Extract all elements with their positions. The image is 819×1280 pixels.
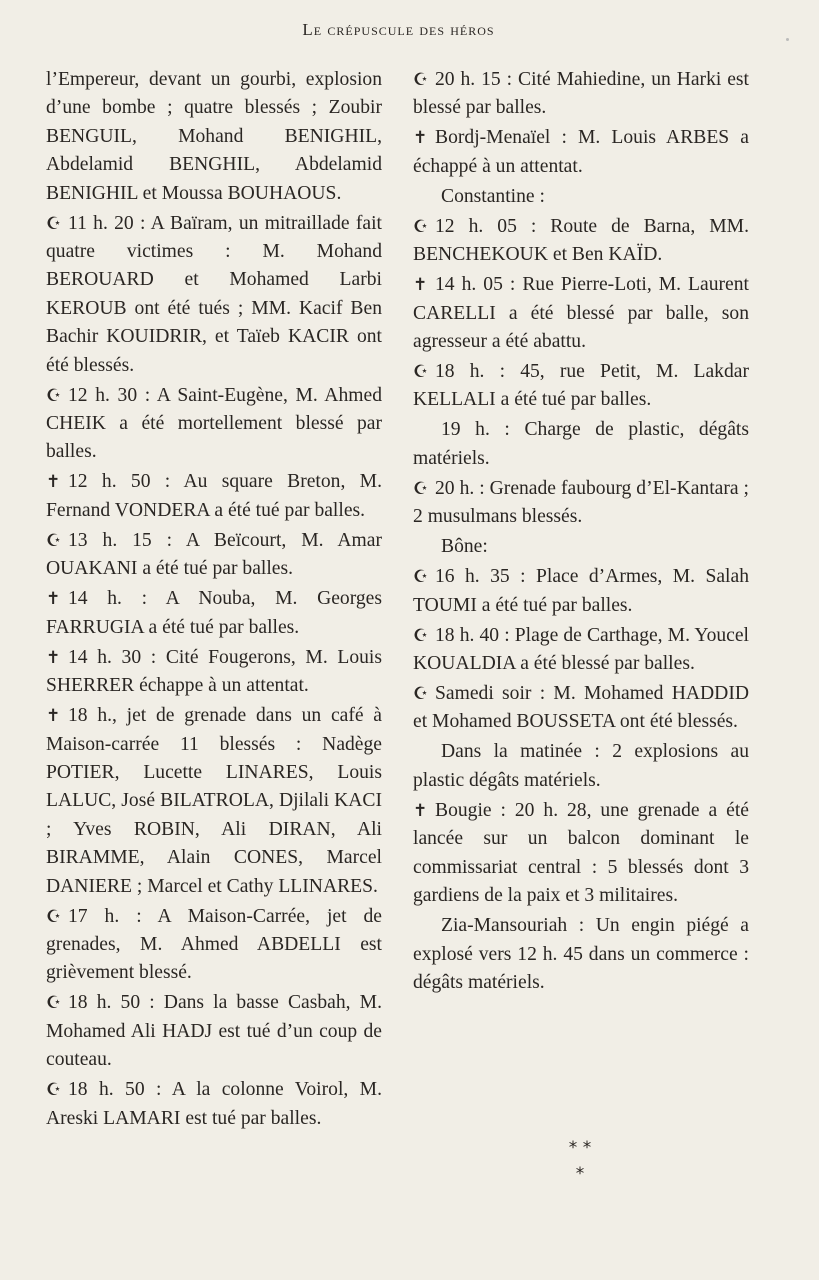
entry-paragraph [46,66,382,208]
entry-paragraph [413,183,749,211]
cross-icon: ✝ [413,800,428,821]
separator-line-2: * [575,1164,585,1184]
entry-paragraph [413,738,749,795]
entry-paragraph [46,585,382,642]
entry-text: 19 h. : Charge de plastic, dégâts matériels. [413,419,749,469]
entry-paragraph [413,912,749,997]
cross-icon: ✝ [46,589,61,610]
entry-text: 11 h. 20 : A Baïram, un mitraillade fait quatre victimes : M. Mohand BEROUARD et Mohamed Larbi KEROUB ont été tués ; MM. Kacif Ben Bachir KOUIDRIR, et Taïeb KACIR ont été blessés. [46,212,382,376]
entry-paragraph [413,66,749,123]
crescent-icon: ☪ [413,362,429,383]
crescent-icon: ☪ [46,1080,62,1101]
entry-text: 18 h. 40 : Plage de Carthage, M. Youcel KOUALDIA a été blessé par balles. [413,624,749,675]
cross-icon: ✝ [46,647,61,668]
page-speck [786,38,789,41]
crescent-icon: ☪ [413,70,429,90]
entry-text: Bordj-Menaïel : M. Louis ARBES a échappé à un attentat. [413,127,749,177]
cross-icon: ✝ [46,706,61,727]
entry-text: 12 h. 05 : Route de Barna, MM. BENCHEKOUK et Ben KAÏD. [413,215,749,266]
left-column [46,66,382,1135]
entry-paragraph [46,702,382,901]
entry-text: 12 h. 50 : Au square Breton, M. Fernand VONDERA a été tué par balles. [46,471,382,521]
crescent-icon: ☪ [46,993,62,1014]
entry-paragraph [413,680,749,737]
crescent-icon: ☪ [413,567,429,588]
entry-text: 18 h., jet de grenade dans un café à Maison-carrée 11 blessés : Nadège POTIER, Lucette LINARES, Louis LALUC, José BILATROLA, Djilali KACI ; Yves ROBIN, Ali DIRAN, Ali BIRAMME, Alain CONES, Marcel DANIERE ; Marcel et Cathy LLINARES. [46,705,382,897]
entry-text: 20 h. 15 : Cité Mahiedine, un Harki est blessé par balles. [413,69,749,119]
entry-paragraph [413,271,749,356]
entry-text: 14 h. 30 : Cité Fougerons, M. Louis SHERRER échappe à un attentat. [46,646,382,697]
entry-paragraph [46,527,382,584]
crescent-icon: ☪ [413,216,429,237]
entry-text: 18 h. : 45, rue Petit, M. Lakdar KELLALI a été tué par balles. [413,361,749,411]
right-column [413,66,749,999]
crescent-icon: ☪ [46,906,62,927]
cross-icon: ✝ [46,472,61,493]
crescent-icon: ☪ [413,625,429,646]
entry-paragraph [413,358,749,415]
separator-line-1: * * [568,1138,592,1158]
entry-text: Constantine : [441,185,545,207]
entry-paragraph [413,533,749,561]
entry-text: Dans la matinée : 2 explosions au plastic dégâts matériels. [413,741,749,791]
entry-text: l’Empereur, devant un gourbi, explosion d’une bombe ; quatre blessés ; Zoubir BENGUIL, Mohand BENIGHIL, Abdelamid BENGHIL, Abdelamid BENIGHIL et Moussa BOUHAOUS. [46,69,382,204]
entry-paragraph [413,475,749,532]
entry-paragraph [46,1076,382,1133]
entry-text: Bougie : 20 h. 28, une grenade a été lancée sur un balcon dominant le commissariat central : 5 blessés dont 3 gardiens de la paix et 3 militaires. [413,799,749,907]
cross-icon: ✝ [413,128,428,149]
entry-text: 12 h. 30 : A Saint-Eugène, M. Ahmed CHEIK a été mortellement blessé par balles. [46,384,382,463]
entry-text: 17 h. : A Maison-Carrée, jet de grenades, M. Ahmed ABDELLI est grièvement blessé. [46,905,382,984]
entry-paragraph [413,124,749,181]
entry-text: 16 h. 35 : Place d’Armes, M. Salah TOUMI a été tué par balles. [413,566,749,616]
entry-paragraph [46,644,382,701]
entry-paragraph [46,468,382,525]
running-header: Le crépuscule des héros [302,20,495,39]
entry-paragraph [46,210,382,380]
entry-text: 18 h. 50 : Dans la basse Casbah, M. Mohamed Ali HADJ est tué d’un coup de couteau. [46,992,382,1071]
entry-text: Zia-Mansouriah : Un engin piégé a explosé vers 12 h. 45 dans un commerce : dégâts matériels. [413,915,749,993]
entry-text: 20 h. : Grenade faubourg d’El-Kantara ; 2 musulmans blessés. [413,477,749,528]
entry-paragraph [413,797,749,911]
section-separator [545,1136,615,1188]
entry-text: 18 h. 50 : A la colonne Voirol, M. Areski LAMARI est tué par balles. [46,1079,382,1129]
entry-text: 14 h. : A Nouba, M. Georges FARRUGIA a été tué par balles. [46,588,382,638]
crescent-icon: ☪ [46,385,62,406]
entry-paragraph [46,903,382,988]
entry-paragraph [46,989,382,1074]
crescent-icon: ☪ [46,213,62,234]
entry-paragraph [413,416,749,473]
entry-paragraph [413,622,749,679]
entry-paragraph [413,563,749,620]
entry-text: 14 h. 05 : Rue Pierre-Loti, M. Laurent CARELLI a été blessé par balle, son agresseur a été abattu. [413,274,749,353]
entry-text: 13 h. 15 : A Beïcourt, M. Amar OUAKANI a été tué par balles. [46,529,382,580]
crescent-icon: ☪ [413,478,429,499]
entry-paragraph [46,382,382,467]
crescent-icon: ☪ [413,684,429,705]
crescent-icon: ☪ [46,530,62,551]
entry-paragraph [413,213,749,270]
entry-text: Samedi soir : M. Mohamed HADDID et Mohamed BOUSSETA ont été blessés. [413,683,749,733]
cross-icon: ✝ [413,275,428,296]
entry-text: Bône: [441,536,488,558]
